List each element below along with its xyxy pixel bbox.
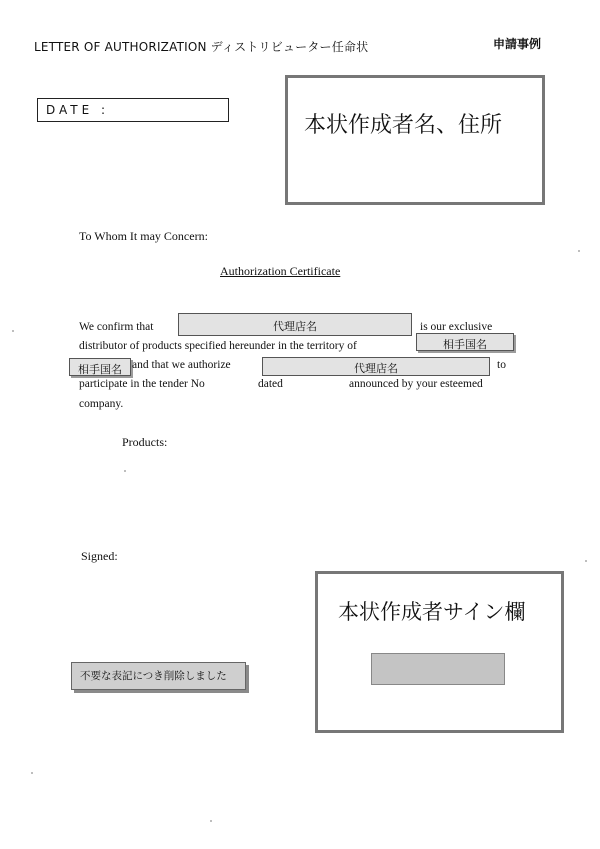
- agent-name-field-1: 代理店名: [178, 313, 412, 336]
- body-line-4-dated: dated: [258, 378, 283, 390]
- products-label: Products:: [122, 435, 168, 449]
- scan-speck: [124, 470, 126, 472]
- signature-box-label: 本状作成者サイン欄: [338, 600, 526, 624]
- country-name-field-1: 相手国名: [416, 333, 514, 351]
- certificate-title: Authorization Certificate: [220, 264, 341, 278]
- body-line-1-end: is our exclusive: [420, 321, 493, 333]
- body-line-2: distributor of products specified hereunder in the territory of: [79, 340, 357, 352]
- scan-speck: [210, 820, 212, 822]
- body-line-1-start: We confirm that: [79, 321, 154, 333]
- scan-speck: [31, 772, 33, 774]
- country-name-field-2: 相手国名: [69, 358, 131, 376]
- author-name-address-box: [285, 75, 545, 205]
- letter-header-title: LETTER OF AUTHORIZATION ディストリビューター任命状: [34, 40, 369, 54]
- date-box: DATE :: [37, 98, 229, 122]
- greeting: To Whom It may Concern:: [79, 229, 208, 243]
- body-line-3-start: and that we authorize: [132, 359, 231, 371]
- body-line-4-start: participate in the tender No: [79, 378, 205, 390]
- signature-box: [315, 571, 564, 733]
- author-box-label: 本状作成者名、住所: [304, 113, 503, 138]
- signature-area: [371, 653, 505, 685]
- body-line-3-end: to: [497, 359, 506, 371]
- scan-speck: [578, 250, 580, 252]
- deletion-note: 不要な表記につき削除しました: [71, 662, 246, 690]
- agent-name-field-2: 代理店名: [262, 357, 490, 376]
- scan-speck: [12, 330, 14, 332]
- body-line-5: company.: [79, 398, 124, 410]
- sample-label: 申請事例: [493, 37, 542, 51]
- scan-speck: [585, 560, 587, 562]
- body-line-4-end: announced by your esteemed: [349, 378, 483, 390]
- signed-label: Signed:: [81, 549, 118, 563]
